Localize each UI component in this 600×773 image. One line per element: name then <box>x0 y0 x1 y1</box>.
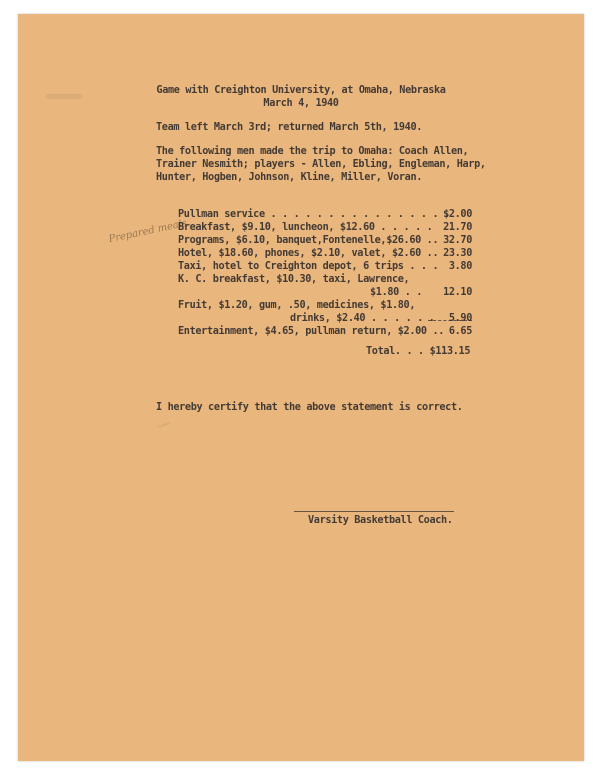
handwritten-margin-note: Prepared meals <box>107 217 189 246</box>
document-page <box>18 14 584 761</box>
expense-amount: $2.00 <box>443 209 472 220</box>
pencil-mark <box>158 422 170 428</box>
expense-label: Entertainment, $4.65, pullman return, $2.00 .. <box>178 326 445 337</box>
header-line-1: Game with Creighton University, at Omaha, Nebraska <box>156 85 446 96</box>
certification-statement: I hereby certify that the above statement is correct. <box>156 402 463 413</box>
expense-label: Fruit, $1.20, gum, .50, medicines, $1.80, <box>178 300 416 311</box>
expense-label: Hotel, $18.60, phones, $2.10, valet, $2.60 .. <box>178 248 439 259</box>
expense-row <box>178 234 472 247</box>
expense-total: Total. . . $113.15 <box>366 346 471 357</box>
expense-row <box>178 325 472 338</box>
total-underline <box>428 320 472 321</box>
expense-row-continued <box>290 312 472 325</box>
expense-row <box>178 208 472 221</box>
expense-amount: 23.30 <box>443 248 472 259</box>
expense-row <box>178 299 472 312</box>
expense-amount: 6.65 <box>448 326 472 337</box>
expense-label: $1.80 . . <box>370 287 423 298</box>
expense-label: Programs, $6.10, banquet,Fontenelle,$26.60 .. <box>178 235 439 246</box>
travelers-line-2: Trainer Nesmith; players - Allen, Ebling, Engleman, Harp, <box>156 159 486 170</box>
expense-row <box>178 273 472 286</box>
expense-amount: 12.10 <box>443 287 472 298</box>
expense-amount: 32.70 <box>443 235 472 246</box>
expense-row <box>178 247 472 260</box>
expense-label: Pullman service . . . . . . . . . . . . . . . . <box>178 209 450 220</box>
travelers-line-1: The following men made the trip to Omaha: Coach Allen, <box>156 146 469 157</box>
team-departure-line: Team left March 3rd; returned March 5th, 1940. <box>156 122 423 133</box>
expense-label: K. C. breakfast, $10.30, taxi, Lawrence, <box>178 274 410 285</box>
expense-label: Breakfast, $9.10, luncheon, $12.60 . . . . . <box>178 222 433 233</box>
expense-row <box>178 221 472 234</box>
expense-label: Taxi, hotel to Creighton depot, 6 trips . . . <box>178 261 439 272</box>
expense-row-continued <box>370 286 472 299</box>
signature-line <box>294 511 454 512</box>
expense-amount: 21.70 <box>443 222 472 233</box>
header-date: March 4, 1940 <box>263 98 339 109</box>
expense-amount: 5.90 <box>448 313 472 324</box>
travelers-line-3: Hunter, Hogben, Johnson, Kline, Miller, Voran. <box>156 172 423 183</box>
expense-label: drinks, $2.40 . . . . . . <box>290 313 435 324</box>
expense-row <box>178 260 472 273</box>
signature-title: Varsity Basketball Coach. <box>308 515 453 526</box>
expense-amount: 3.80 <box>448 261 472 272</box>
